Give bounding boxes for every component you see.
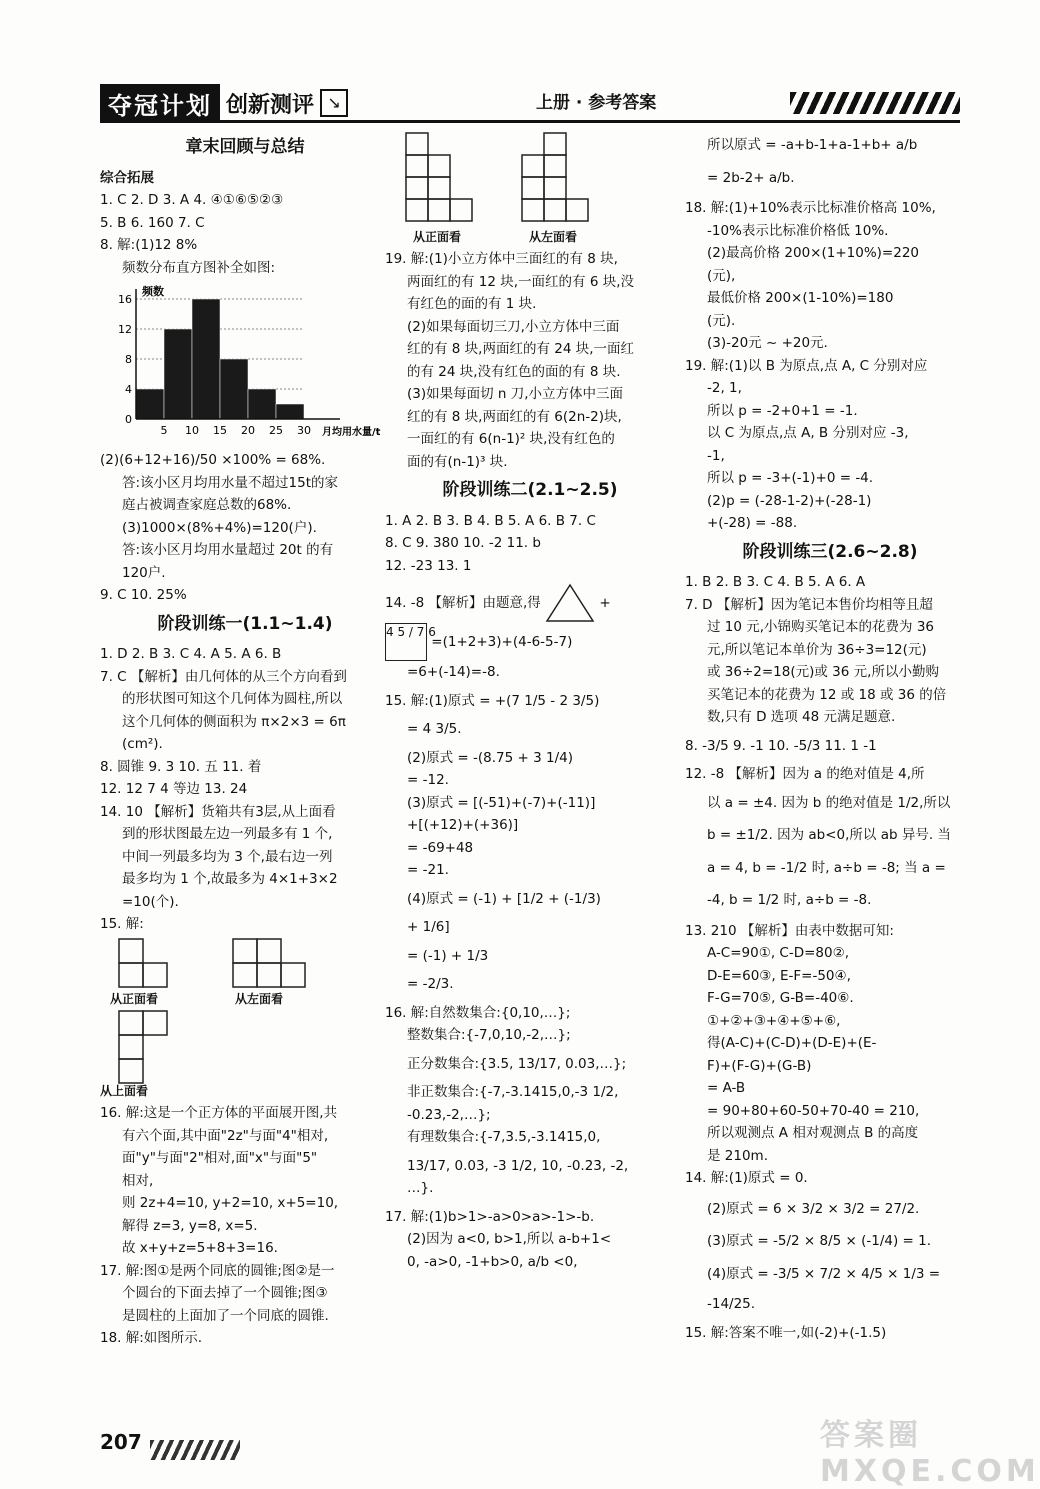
front-view-figure [405, 132, 485, 228]
histogram-chart [110, 279, 390, 449]
text-line: 7. D 【解析】因为笔记本售价均相等且超 [685, 596, 933, 613]
y-tick-label: 4 [125, 383, 132, 396]
text-line: 解得 z=3, y=8, x=5. [122, 1217, 258, 1234]
text-line: 8. 解:(1)12 8% [100, 237, 198, 253]
text-line: 则 2z+4=10, y+2=10, x+5=10, [122, 1195, 339, 1211]
histogram-bar [248, 389, 276, 419]
subsection-title: 综合拓展 [100, 169, 154, 186]
text-line: (3)原式 = [(-51)+(-7)+(-11)] [407, 794, 596, 811]
text-line: 1. B 2. B 3. C 4. B 5. A 6. A [685, 574, 866, 590]
histogram-bar [164, 329, 192, 419]
text-line: D-E=60③, E-F=-50④, [707, 967, 851, 984]
text-line: =6+(-14)=-8. [407, 664, 500, 680]
text-line: 非正数集合:{-7,-3.1415,0,-3 1/2, [407, 1084, 619, 1100]
text-line: 整数集合:{-7,0,10,-2,…}; [407, 1027, 571, 1043]
text-line: (2)因为 a<0, b>1,所以 a-b+1< [407, 1231, 612, 1247]
figure-caption: 从正面看 [413, 230, 462, 244]
text-line: …}. [407, 1180, 434, 1196]
histogram-bar [276, 404, 304, 419]
y-axis-label: 频数 [142, 285, 164, 298]
section-title: 章末回顾与总结 [185, 137, 305, 157]
text-line: (2)如果每面切三刀,小立方体中三面 [407, 318, 620, 335]
top-view-figure [118, 1010, 178, 1086]
text-line: 7. C 【解析】由几何体的从三个方向看到 [100, 668, 347, 685]
text-line: 12. -23 13. 1 [385, 557, 472, 574]
text-line: 13. 210 【解析】由表中数据可知: [685, 922, 894, 939]
logo-check-icon: ↘ [320, 89, 348, 117]
histogram-bar [220, 359, 248, 419]
histogram-bar [192, 299, 220, 419]
text-line: 15. 解:(1)原式 = +(7 1/5 - 2 3/5) [385, 692, 600, 709]
text-line: 面"y"与面"2"相对,面"x"与面"5" [122, 1150, 318, 1166]
text-line: 所以观测点 A 相对观测点 B 的高度 [707, 1125, 919, 1141]
text-line: 14. -8 【解析】由题意,得 + [385, 583, 675, 623]
header-title: 上册 · 参考答案 [536, 93, 657, 113]
column-1 [100, 130, 390, 1350]
text-line: 1. D 2. B 3. C 4. A 5. A 6. B [100, 646, 282, 662]
text-line: 庭占被调查家庭总数的68%. [122, 497, 292, 513]
text-line: 12. -8 【解析】因为 a 的绝对值是 4,所 [685, 766, 925, 782]
logo-sub: 创新测评 [226, 92, 315, 118]
text-line: 17. 解:(1)b>1>-a>0>a>-1>-b. [385, 1208, 595, 1225]
text-line: 19. 解:(1)小立方体中三面红的有 8 块, [385, 251, 618, 267]
text-line: 8. -3/5 9. -1 10. -5/3 11. 1 -1 [685, 737, 877, 754]
watermark-logo: 答案圈 MXQE.COM [820, 1418, 1040, 1489]
text-line: 所以原式 = -a+b-1+a-1+b+ a/b [707, 137, 918, 153]
text-line: -14/25. [707, 1296, 756, 1312]
text-line: 14. 10 【解析】货箱共有3层,从上面看 [100, 803, 336, 820]
text-line: +(-28) = -88. [707, 515, 798, 531]
text-line: (元), [707, 267, 736, 284]
text-line: 频数分布直方图补全如图: [122, 259, 276, 276]
text-line: = (-1) + 1/3 [407, 947, 489, 964]
text-line: 是 210m. [707, 1147, 769, 1164]
figure-caption: 从左面看 [235, 991, 284, 1006]
text-line: 得(A-C)+(C-D)+(D-E)+(E- [707, 1035, 877, 1051]
text-line: 有理数集合:{-7,3.5,-3.1415,0, [407, 1129, 601, 1145]
triangle-figure [545, 583, 595, 623]
text-line: (3)原式 = -5/2 × 8/5 × (-1/4) = 1. [707, 1233, 932, 1249]
text-line: = -21. [407, 862, 449, 878]
text-line: = 2b-2+ a/b. [707, 169, 795, 186]
text-line: 所以 p = -2+0+1 = -1. [707, 402, 858, 419]
page-number: 207 [100, 1430, 142, 1454]
text-line [385, 623, 675, 661]
text-line: F)+(F-G)+(G-B) [707, 1057, 812, 1074]
text-line: -10%表示比标准价格低 10%. [707, 222, 889, 239]
text-fragment: 14. -8 【解析】由题意,得 [385, 595, 541, 611]
text-line: A-C=90①, C-D=80②, [707, 945, 849, 961]
x-tick-label: 25 [269, 424, 283, 437]
page-number-stripe [150, 1440, 240, 1460]
text-line: = -12. [407, 772, 449, 788]
text-line: b = ±1/2. 因为 ab<0,所以 ab 异号. 当 [707, 827, 951, 843]
histogram-bar [136, 389, 164, 419]
x-tick-label: 10 [185, 424, 199, 437]
text-line: 面的有(n-1)³ 块. [407, 453, 508, 470]
text-line: -0.2̇3̇,-2,…}; [407, 1106, 491, 1123]
text-line: 18. 解:(1)+10%表示比标准价格高 10%, [685, 200, 936, 216]
column-2 [385, 130, 675, 1273]
y-tick-label: 16 [118, 293, 132, 306]
three-view-figure [100, 936, 390, 1086]
y-tick-label: 0 [125, 413, 132, 426]
cube-views-figure [385, 130, 675, 248]
text-line: 答:该小区月均用水量不超过15t的家 [122, 474, 339, 491]
x-axis-label: 月均用水量/t [322, 427, 381, 438]
text-line: 的形状图可知这个几何体为圆柱,所以 [122, 691, 343, 707]
text-line: 12. 12 7 4 等边 13. 24 [100, 781, 248, 797]
text-line: 1. C 2. D 3. A 4. ④①⑥⑤②③ [100, 192, 284, 208]
text-line: a = 4, b = -1/2 时, a÷b = -8; 当 a = [707, 859, 946, 876]
text-line: = 4 3/5. [407, 721, 462, 737]
text-line: 是圆柱的上面加了一个同底的圆锥. [122, 1307, 329, 1324]
text-line: 买笔记本的花费为 12 或 18 或 36 的倍 [707, 686, 947, 703]
text-line: 个圆台的下面去掉了一个圆锥;图③ [122, 1285, 328, 1301]
text-line: 17. 解:图①是两个同底的圆锥;图②是一 [100, 1262, 335, 1279]
text-line: 0, -a>0, -1+b>0, a/b <0, [407, 1253, 578, 1270]
text-line: -1, [707, 447, 725, 464]
text-line: +[(+12)+(+36)] [407, 817, 519, 833]
header-stripe-decoration [790, 92, 960, 114]
text-line: -2, 1, [707, 380, 742, 396]
square-figure: 4 5 / 7 6 [385, 623, 427, 661]
figure-caption: 从正面看 [110, 991, 159, 1006]
text-line: 过 10 元,小锦购买笔记本的花费为 36 [707, 619, 935, 635]
text-line: 14. 解:(1)原式 = 0. [685, 1170, 808, 1186]
text-line: 最低价格 200×(1-10%)=180 [707, 290, 894, 306]
section-title: 阶段训练三(2.6~2.8) [742, 541, 918, 562]
text-line: 9. C 10. 25% [100, 587, 187, 603]
text-line: 一面红的有 6(n-1)² 块,没有红色的 [407, 431, 615, 447]
text-line: (元). [707, 312, 736, 329]
text-line: = 90+80+60-50+70-40 = 210, [707, 1102, 920, 1119]
text-line: 5. B 6. 160 7. C [100, 214, 205, 231]
text-line: 1. A 2. B 3. B 4. B 5. A 6. B 7. C [385, 512, 596, 529]
text-line: 红的有 8 块,两面红的有 24 块,一面红 [407, 341, 635, 357]
text-line: 以 a = ±4. 因为 b 的绝对值是 1/2,所以 [707, 794, 951, 811]
text-line: 13/17, 0.03, -3 1/2, 10, -0.2̇3̇, -2, [407, 1157, 629, 1174]
column-3 [685, 130, 975, 1344]
text-line: 所以 p = -3+(-1)+0 = -4. [707, 470, 874, 486]
text-line: 以 C 为原点,点 A, B 分别对应 -3, [707, 425, 909, 441]
text-line: 红的有 8 块,两面红的有 6(2n-2)块, [407, 408, 622, 425]
text-line: (4)原式 = -3/5 × 7/2 × 4/5 × 1/3 = [707, 1265, 941, 1282]
text-line: 的有 24 块,没有红色的面的有 8 块. [407, 363, 621, 380]
x-tick-label: 20 [241, 424, 255, 437]
text-line: (3)1000×(8%+4%)=120(户). [122, 519, 317, 536]
header-rule [100, 120, 960, 123]
text-line: -4, b = 1/2 时, a÷b = -8. [707, 892, 872, 908]
text-line: 8. 圆锥 9. 3 10. 五 11. 着 [100, 758, 262, 775]
text-line: = A-B [707, 1080, 746, 1096]
page-header [0, 0, 1000, 130]
text-line: (3)-20元 ~ +20元. [707, 335, 828, 351]
figure-caption: 从左面看 [529, 230, 578, 244]
text-line: (3)如果每面切 n 刀,小立方体中三面 [407, 386, 624, 402]
text-line: 8. C 9. 380 10. -2 11. b [385, 535, 541, 551]
text-line: 有六个面,其中面"2z"与面"4"相对, [122, 1127, 329, 1144]
text-line: (cm²). [122, 736, 163, 752]
text-line: (2)p = (-28-1-2)+(-28-1) [707, 492, 872, 509]
text-line: (2)最高价格 200×(1+10%)=220 [707, 245, 920, 261]
text-line: 15. 解: [100, 916, 144, 932]
text-line: 19. 解:(1)以 B 为原点,点 A, C 分别对应 [685, 357, 928, 374]
text-line: (2)(6+12+16)/50 ×100% = 68%. [100, 452, 326, 468]
text-line: 答:该小区月均用水量超过 20t 的有 [122, 542, 334, 558]
figure-caption: 从上面看 [100, 1083, 149, 1098]
text-line: 这个几何体的侧面积为 π×2×3 = 6π [122, 713, 346, 730]
text-line: 相对, [122, 1172, 154, 1189]
text-line: 数,只有 D 选项 48 元满足题意. [707, 709, 896, 725]
text-line: 15. 解:答案不唯一,如(-2)+(-1.5) [685, 1324, 887, 1341]
text-line: =10(个). [122, 893, 179, 910]
x-tick-label: 15 [213, 424, 227, 437]
text-line: 16. 解:自然数集合:{0,10,…}; [385, 1004, 571, 1021]
text-line: 16. 解:这是一个正方体的平面展开图,共 [100, 1105, 338, 1121]
text-line: (4)原式 = (-1) + [1/2 + (-1/3) [407, 890, 601, 907]
text-line: 故 x+y+z=5+8+3=16. [122, 1240, 278, 1256]
section-title: 阶段训练一(1.1~1.4) [157, 613, 333, 634]
logo-main: 夺冠计划 [100, 84, 220, 123]
brand-logo [100, 85, 348, 121]
text-line: 两面红的有 12 块,一面红的有 6 块,没 [407, 273, 635, 290]
y-tick-label: 12 [118, 323, 132, 336]
text-line: = -69+48 [407, 839, 474, 856]
text-line: F-G=70⑤, G-B=-40⑥. [707, 990, 854, 1006]
front-view-figure [118, 938, 198, 994]
text-line: (2)原式 = -(8.75 + 3 1/4) [407, 749, 573, 766]
section-title: 阶段训练二(2.1~2.5) [442, 480, 618, 500]
text-line: 或 36÷2=18(元)或 36 元,所以小勤购 [707, 664, 939, 680]
text-line: 中间一列最多均为 3 个,最右边一列 [122, 848, 333, 865]
y-tick-label: 8 [125, 353, 132, 366]
text-line: 有红色的面的有 1 块. [407, 296, 537, 312]
left-view-figure [232, 938, 322, 994]
text-line: 18. 解:如图所示. [100, 1330, 203, 1346]
text-line: 元,所以笔记本单价为 36÷3=12(元) [707, 641, 927, 658]
text-line: 120户. [122, 564, 166, 581]
text-line: = -2/3. [407, 976, 454, 992]
text-line: (2)原式 = 6 × 3/2 × 3/2 = 27/2. [707, 1200, 920, 1217]
text-line: + 1/6] [407, 919, 450, 935]
left-view-figure [521, 132, 601, 228]
text-line: 正分数集合:{3.5, 13/17, 0.03,…}; [407, 1055, 627, 1072]
x-tick-label: 30 [297, 424, 311, 437]
text-line: 最多均为 1 个,故最多为 4×1+3×2 [122, 871, 338, 887]
x-tick-label: 5 [160, 424, 168, 437]
text-line: ①+②+③+④+⑤+⑥, [707, 1012, 841, 1029]
text-line: 到的形状图最左边一列最多有 1 个, [122, 826, 333, 842]
text-fragment: =(1+2+3)+(4-6-5-7) [431, 634, 573, 650]
